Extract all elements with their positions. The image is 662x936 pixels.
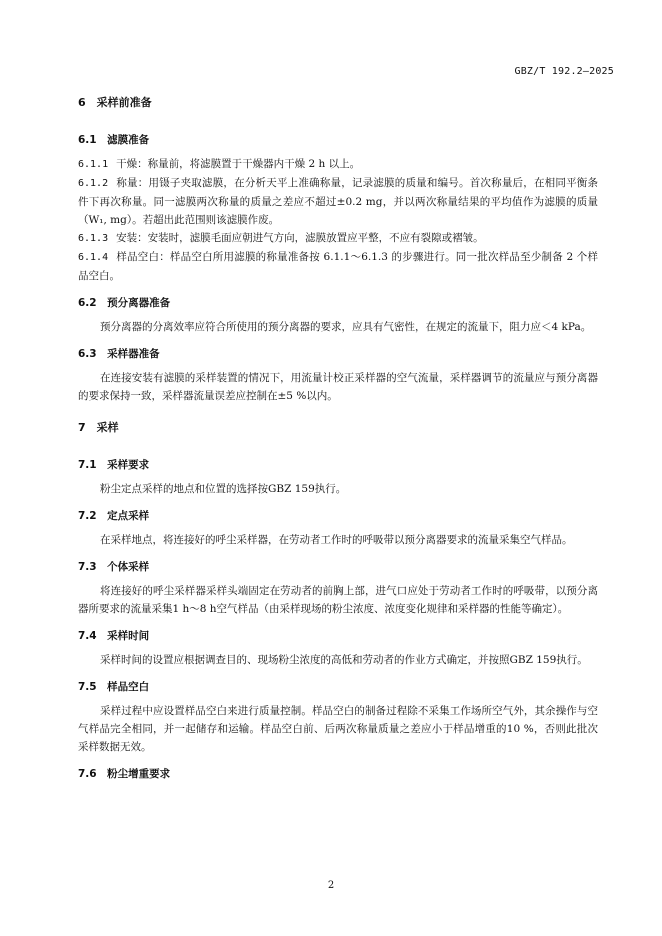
section-7-4-heading: 7.4 采样时间 bbox=[78, 630, 150, 642]
section-6-heading: 6 采样前准备 bbox=[78, 96, 152, 109]
document-body bbox=[78, 88, 598, 789]
section-6-3-text: 在连接安装有滤膜的采样装置的情况下，用流量计校正采样器的空气流量，采样器调节的流量应与预分离器的要求保持一致，采样器流量误差应控制在±5 %以内。 bbox=[78, 372, 598, 402]
section-7-heading: 7 采样 bbox=[78, 421, 119, 434]
section-7-4-text: 采样时间的设置应根据调查目的、现场粉尘浓度的高低和劳动者的作业方式确定，并按照GBZ 159执行。 bbox=[100, 654, 588, 666]
section-6-2-text: 预分离器的分离效率应符合所使用的预分离器的要求，应具有气密性，在规定的流量下，阻力应＜4 kPa。 bbox=[100, 321, 592, 333]
section-7-2-heading: 7.2 定点采样 bbox=[78, 510, 150, 522]
clause-6-1-1 bbox=[78, 155, 598, 174]
section-7-1-heading: 7.1 采样要求 bbox=[78, 459, 150, 471]
page-number: 2 bbox=[327, 880, 335, 891]
clause-6-1-3 bbox=[78, 229, 598, 248]
section-7-6-heading: 7.6 粉尘增重要求 bbox=[78, 768, 171, 780]
clause-number: 6.1.2 bbox=[78, 178, 109, 189]
clause-text: 样品空白：样品空白所用滤膜的称量准备按 6.1.1～6.1.3 的步骤进行。同一批次样品至少制备 2 个样品空白。 bbox=[78, 251, 598, 282]
section-7-3-text: 将连接好的呼尘采样器采样头端固定在劳动者的前胸上部，进气口应处于劳动者工作时的呼吸带，以预分离器所要求的流量采集1 h～8 h空气样品（由采样现场的粉尘浓度、浓度变化规律和采样器的性能等确定）。 bbox=[78, 585, 598, 615]
clause-number: 6.1.1 bbox=[78, 159, 109, 170]
clause-text: 安装：安装时，滤膜毛面应朝进气方向，滤膜放置应平整，不应有裂隙或褶皱。 bbox=[116, 232, 484, 244]
clause-text: 干燥：称量前，将滤膜置于干燥器内干燥 2 h 以上。 bbox=[116, 158, 361, 170]
clause-text: 称量：用镊子夹取滤膜，在分析天平上准确称量，记录滤膜的质量和编号。首次称量后，在相同平衡条件下再次称量。同一滤膜两次称量的质量之差应不超过±0.2 mg，并以两次称量结果的平均值作为滤膜的质量（W₁, mg）。若超出此范围则该滤膜作废。 bbox=[78, 177, 598, 226]
section-7-1-text: 粉尘定点采样的地点和位置的选择按GBZ 159执行。 bbox=[100, 483, 347, 495]
section-7-2-text: 在采样地点，将连接好的呼尘采样器，在劳动者工作时的呼吸带以预分离器要求的流量采集空气样品。 bbox=[100, 534, 573, 546]
clause-6-1-2 bbox=[78, 174, 598, 229]
section-6-2-heading: 6.2 预分离器准备 bbox=[78, 297, 171, 309]
section-7-5-text: 采样过程中应设置样品空白来进行质量控制。样品空白的制备过程除不采集工作场所空气外，其余操作与空气样品完全相同，并一起储存和运输。样品空白前、后两次称量质量之差应小于样品增重的10 %，否则此批次采样数据无效。 bbox=[78, 705, 598, 753]
clause-number: 6.1.4 bbox=[78, 252, 109, 263]
section-7-5-heading: 7.5 样品空白 bbox=[78, 681, 150, 693]
section-6-1-heading: 6.1 滤膜准备 bbox=[78, 134, 150, 146]
standard-code-header: GBZ/T 192.2—2025 bbox=[514, 66, 614, 77]
clause-6-1-4 bbox=[78, 248, 598, 285]
section-6-3-heading: 6.3 采样器准备 bbox=[78, 348, 160, 360]
clause-number: 6.1.3 bbox=[78, 233, 109, 244]
section-7-3-heading: 7.3 个体采样 bbox=[78, 561, 150, 573]
